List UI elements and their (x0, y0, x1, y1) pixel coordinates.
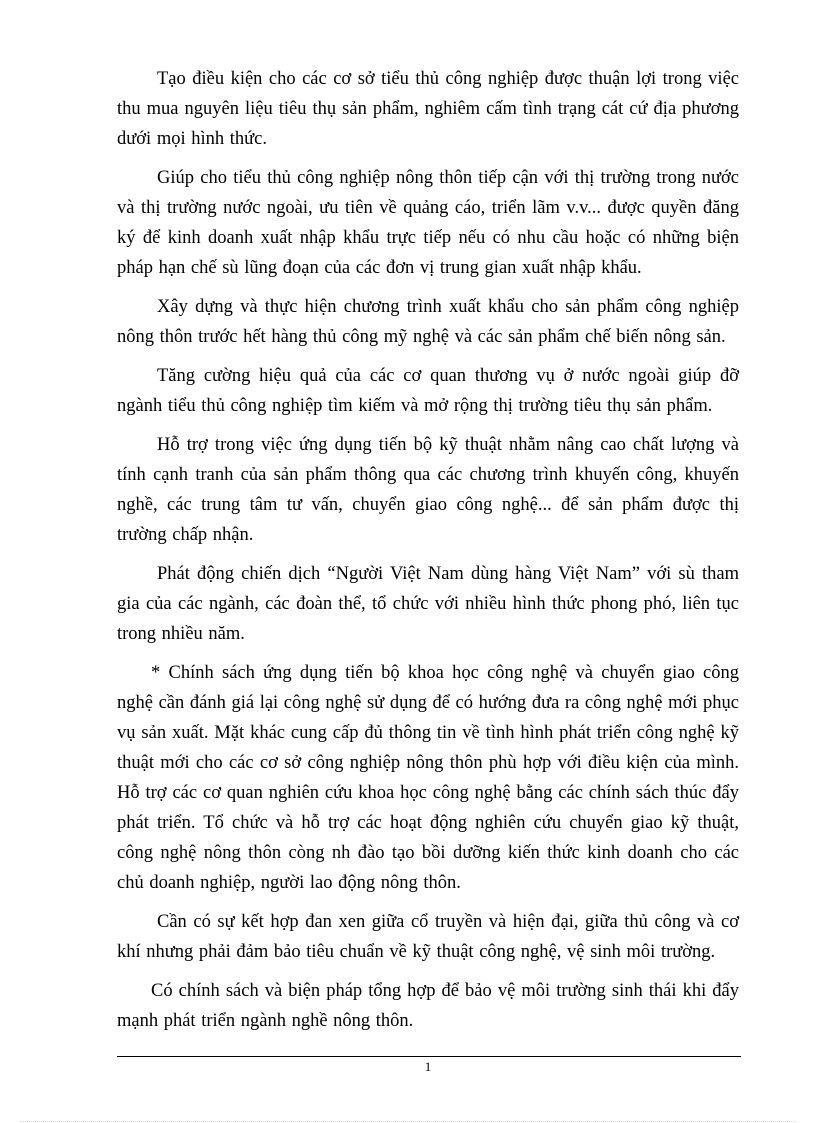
page-number: 1 (424, 1059, 432, 1074)
paragraph: Giúp cho tiểu thủ công nghiệp nông thôn tiếp cận với thị trường trong nước và thị trường nước ngoài, ưu tiên về quảng cáo, triển lãm v.v... được quyền đăng ký để kinh doanh xuất nhập khẩu trực tiếp nếu có nhu cầu hoặc có những biện pháp hạn chế sù lũng đoạn của các đơn vị trung gian xuất nhập khẩu. (117, 168, 739, 278)
paragraph: Hỗ trợ trong việc ứng dụng tiến bộ kỹ thuật nhằm nâng cao chất lượng và tính cạnh tranh của sản phẩm thông qua các chương trình khuyến công, khuyến nghề, các trung tâm tư vấn, chuyển giao công nghệ... để sản phẩm được thị trường chấp nhận. (117, 435, 739, 545)
paragraph: Tạo điều kiện cho các cơ sở tiểu thủ công nghiệp được thuận lợi trong việc thu mua nguyên liệu tiêu thụ sản phẩm, nghiêm cấm tình trạng cát cứ địa phương dưới mọi hình thức. (117, 69, 739, 149)
paragraph: Phát động chiến dịch “Người Việt Nam dùng hàng Việt Nam” với sù tham gia của các ngành, các đoàn thể, tổ chức với nhiều hình thức phong phó, liên tục trong nhiều năm. (117, 564, 739, 644)
paragraph: Tăng cường hiệu quả của các cơ quan thương vụ ở nước ngoài giúp đỡ ngành tiểu thủ công nghiệp tìm kiếm và mở rộng thị trường tiêu thụ sản phẩm. (117, 366, 739, 416)
paragraph: Có chính sách và biện pháp tổng hợp để bảo vệ môi trường sinh thái khi đẩy mạnh phát triển ngành nghề nông thôn. (117, 981, 739, 1031)
paragraph: Xây dựng và thực hiện chương trình xuất khẩu cho sản phẩm công nghiệp nông thôn trước hết hàng thủ công mỹ nghệ và các sản phẩm chế biến nông sản. (117, 297, 739, 347)
page-bottom-border (20, 1121, 796, 1122)
document-body (117, 64, 739, 1036)
paragraph: Cần có sự kết hợp đan xen giữa cổ truyền và hiện đại, giữa thủ công và cơ khí nhưng phải đảm bảo tiêu chuẩn về kỹ thuật công nghệ, vệ sinh môi trường. (117, 912, 739, 962)
paragraph: * Chính sách ứng dụng tiến bộ khoa học công nghệ và chuyển giao công nghệ cần đánh giá lại công nghệ sử dụng để có hướng đưa ra công nghệ mới phục vụ sản xuất. Mặt khác cung cấp đủ thông tin về tình hình phát triển công nghệ kỹ thuật mới cho các cơ sở công nghiệp nông thôn phù hợp với điều kiện của mình. Hỗ trợ các cơ quan nghiên cứu khoa học công nghệ bằng các chính sách thúc đẩy phát triển. Tổ chức và hỗ trợ các hoạt động nghiên cứu chuyển giao kỹ thuật, công nghệ nông thôn còng nh đào tạo bồi dưỡng kiến thức kinh doanh cho các chủ doanh nghiệp, người lao động nông thôn. (117, 663, 739, 893)
footer-divider (117, 1056, 741, 1057)
